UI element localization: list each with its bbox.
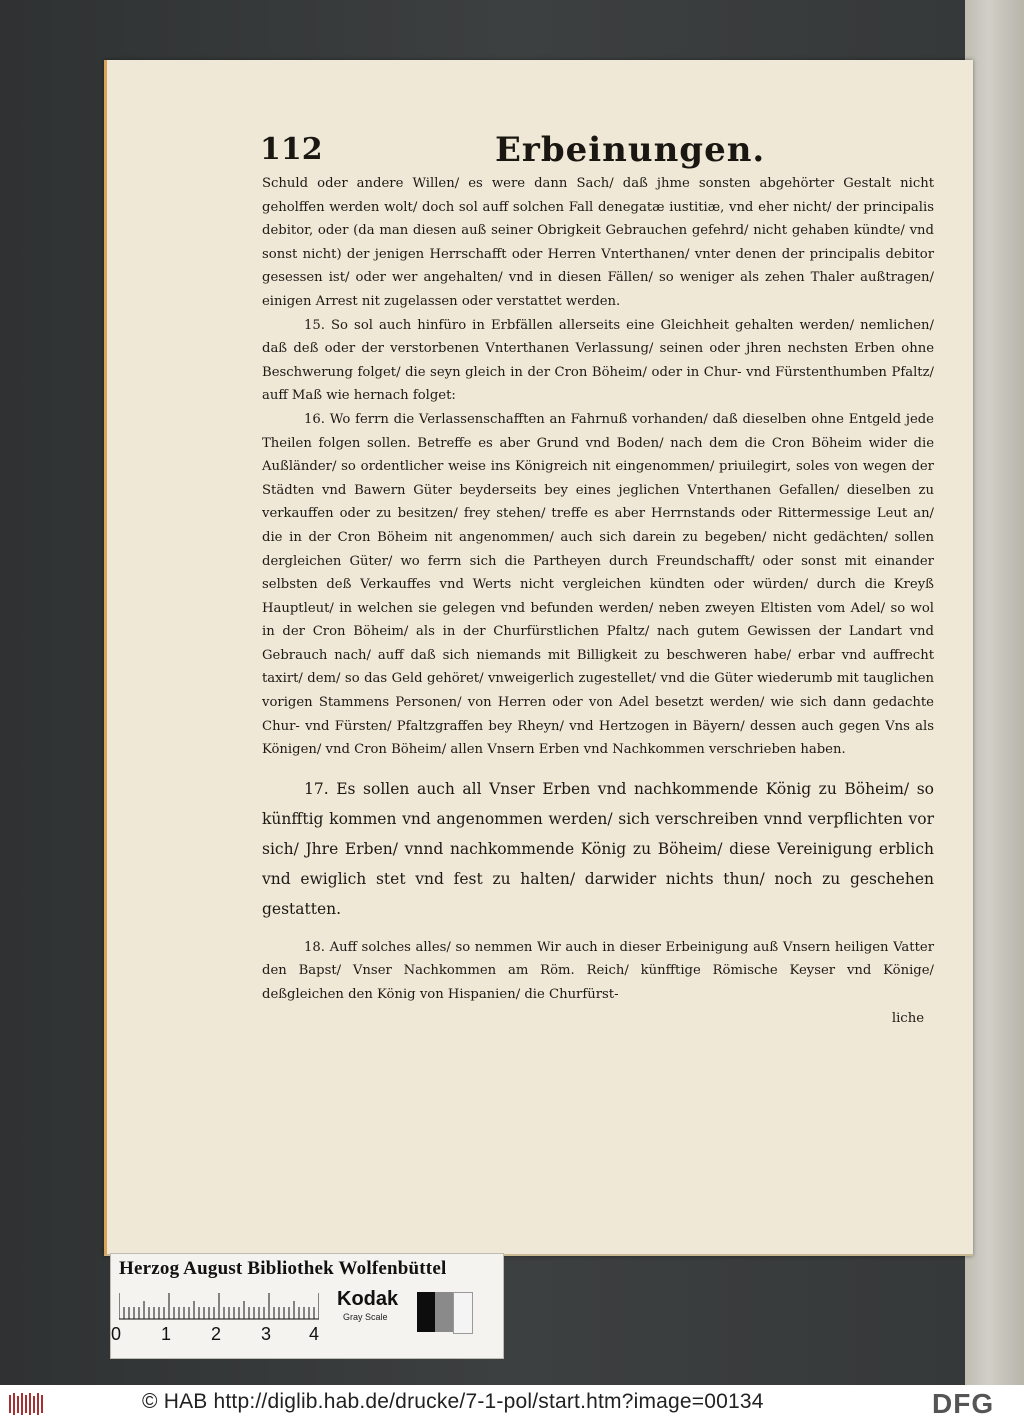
kodak-logo: Kodak bbox=[337, 1288, 399, 1310]
library-label-card bbox=[110, 1253, 504, 1359]
copyright-link[interactable]: © HAB http://diglib.hab.de/drucke/7-1-pol/start.htm?image=00134 bbox=[142, 1390, 764, 1413]
next-page-edge bbox=[965, 0, 1024, 1385]
paragraph-17: 17. Es sollen auch all Vnser Erben vnd nachkommende König zu Böheim/ so künfftig kommen vnd angenommen werden/ sich verschreiben vnnd verpflichten vor sich/ Jhre Erben/ vnnd nachkommende König zu Böheim/ diese Vereinigung erblich vnd ewiglich stet vnd fest zu halten/ darwider nichts thun/ noch zu geschehen gestatten. bbox=[262, 779, 934, 918]
gray-patch bbox=[435, 1292, 453, 1332]
ruler-number: 0 bbox=[111, 1324, 122, 1344]
hab-logo-icon bbox=[8, 1391, 48, 1417]
dfg-logo: DFG bbox=[932, 1388, 995, 1419]
paragraph-14-continued: Schuld oder andere Willen/ es were dann Sach/ daß jhme sonsten abgehörter Gestalt nicht geholffen werden wolt/ doch sol auff solchen Fall denegatæ iustitiæ, vnd eher nicht/ der principalis debitor, oder (da man diesen auß seiner Obrigkeit Gebrauchen gefehrd/ nicht gehaben kündte/ vnd sonst nicht) der jenigen Herrschafft oder Herren Vnterthanen/ vnter denen der principalis debitor gesessen ist/ oder wer angehalten/ vnd in diesen Fällen/ so weniger als zehen Thaler außtragen/ einigen Arrest nit zugelassen oder verstattet werden. bbox=[262, 176, 934, 309]
ruler-number: 3 bbox=[261, 1324, 272, 1344]
ruler-scale bbox=[119, 1292, 319, 1320]
paragraph-18: 18. Auff solches alles/ so nemmen Wir auch in dieser Erbeinigung auß Vnsern heiligen Vatter den Bapst/ Vnser Nachkommen am Röm. Reich/ künfftige Römische Keyser vnd Könige/ deßgleichen den König von Hispanien/ die Churfürst- bbox=[262, 939, 934, 1003]
library-name: Herzog August Bibliothek Wolfenbüttel bbox=[119, 1258, 447, 1279]
paragraph-15: 15. So sol auch hinfüro in Erbfällen allerseits eine Gleichheit gehalten werden/ nemlichen/ daß deß oder der verstorbenen Vnterthanen Verlassung/ seinen oder jhren nechsten Erben ohne Beschwerung folget/ die seyn gleich in der Cron Böheim/ oder in Chur- vnd Fürstenthumben Pfaltz/ auff Maß wie hernach folget: bbox=[262, 317, 934, 404]
gray-scale-label: Gray Scale bbox=[343, 1312, 388, 1322]
ruler-numbers bbox=[111, 1324, 341, 1346]
catchword: liche bbox=[891, 1010, 924, 1026]
running-title: Erbeinungen. bbox=[495, 130, 766, 170]
gray-patch bbox=[453, 1292, 473, 1334]
page-text bbox=[262, 172, 934, 1030]
paragraph-16: 16. Wo ferrn die Verlassenschafften an Fahrnuß vorhanden/ daß dieselben ohne Entgeld jede Theilen folgen sollen. Betreffe es aber Grund vnd Boden/ nach dem die Cron Böheim wider die Außländer/ so ordentlicher weise ins Königreich nit eingenommen/ priuilegirt, soles von wegen der Städten vnd Bawern Güter beyderseits bey eines jeglichen Vnterthanen Gefallen/ dieselben zu verkauffen oder zu besitzen/ frey stehen/ treffe es aber Herrnstands oder Rittermessige Leut an/ die in der Cron Böheim nit angenommen/ auch sich darein zu begeben/ nicht gedächten/ sollen dergleichen Güter/ wo ferrn sich die Partheyen durch Freundschafft/ oder sonst mit einander selbsten deß Verkauffes vnd Werts nicht vergleichen kündten oder würden/ durch die Kreyß Hauptleut/ in welchen sie gelegen vnd befunden werden/ neben zweyen Eltisten vom Adel/ so wol in der Cron Böheim/ als in der Churfürstlichen Pfaltz/ nach gutem Gewissen der Landart vnd Gebrauch nach/ auff daß sich niemands mit Billigkeit zu beschweren habe/ erbar vnd auffrecht taxirt/ dem/ so das Geld gehöret/ vnweigerlich zugestellet/ vnd die Güter wiederumb mit tauglichen vorigen Stammens Personen/ von Herren oder von Adel besetzt werden/ wie sich dann gedachte Chur- vnd Fürsten/ Pfaltzgraffen bey Rheyn/ vnd Hertzogen in Bäyern/ dessen auch gegen Vns als Königen/ vnd Cron Böheim/ allen Vnsern Erben vnd Nachkommen verschrieben haben. bbox=[262, 411, 934, 758]
gray-scale-patches bbox=[417, 1292, 473, 1332]
page-number: 112 bbox=[260, 132, 323, 167]
ruler-number: 4 bbox=[309, 1324, 320, 1344]
footer-bar bbox=[0, 1385, 1024, 1422]
ruler-number: 2 bbox=[211, 1324, 222, 1344]
gray-patch bbox=[417, 1292, 435, 1332]
ruler-number: 1 bbox=[161, 1324, 172, 1344]
